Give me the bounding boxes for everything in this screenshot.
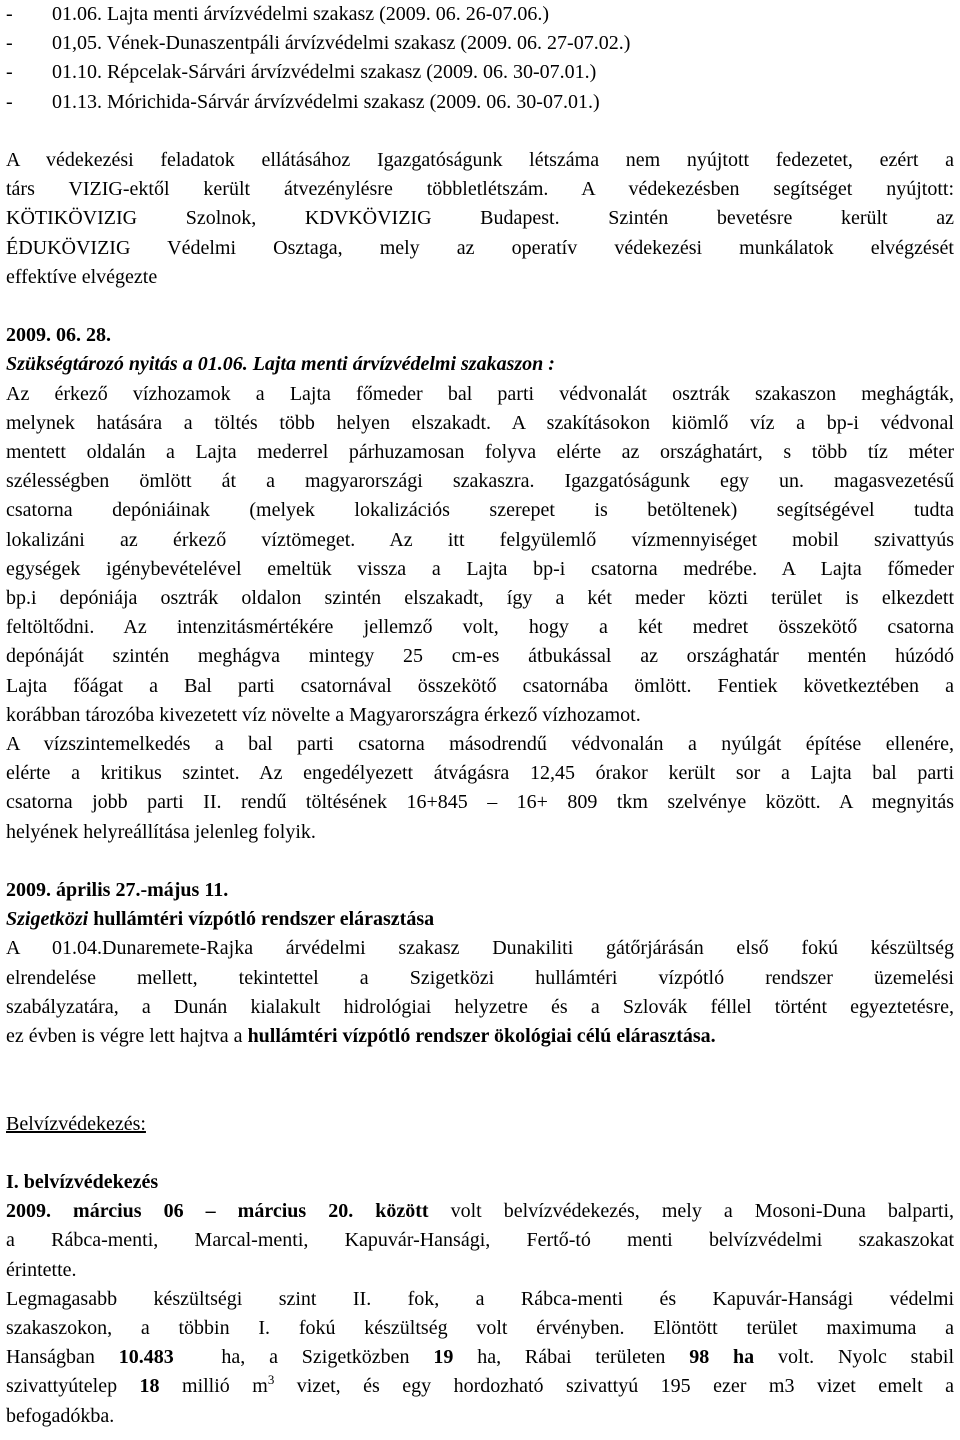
list-item: - 01,05. Vének-Dunaszentpáli árvízvédelmi szakasz (2009. 06. 27-07.02.) (6, 32, 631, 55)
list-item: - 01.13. Mórichida-Sárvár árvízvédelmi szakasz (2009. 06. 30-07.01.) (6, 90, 600, 113)
section-title: Szigetközi hullámtéri vízpótló rendszer elárasztása (6, 908, 435, 931)
paragraph-staffing: A védekezési feladatok ellátásához Igazgatóságunk létszáma nem nyújtott fedezetet, ezért a társ VIZIG-ektől került átvezénylésre többletlétszám. A védekezésben segítséget nyújtott: KÖTIKÖVIZIG Szolnok, KDVKÖVIZIG Budapest. Szintén bevetésre került az ÉDUKÖVIZIG Védelmi Osztaga, mely az operatív védekezési munkálatok elvégzését effektíve elvégezte (6, 148, 954, 288)
section-date: 2009. április 27.-május 11. (6, 878, 229, 901)
paragraph-lajta: Az érkező vízhozamok a Lajta főmeder bal parti védvonalát osztrák szakaszon meghágták, melynek hatására a töltés több helyen elszakadt. A szakításokon kiömlő víz a bp-i védvonal mentett oldalán a Lajta mederrel párhuzamosan folyva elérte az országhatárt, s több tíz méter szélességben ömlött át a magyarországi szakaszra. Igazgatóságunk egy un. magasvezetésű csatorna depóniáinak (melyek lokalizációs szerepet is betöltenek) segítségével tudta lokalizáni az érkező víztömeget. Az itt felgyülemlő vízmennyiséget mobil szivattyús egységek igénybevételével emeltük vissza a Lajta bp-i csatorna medrébe. A Lajta főmeder bp.i depóniája osztrák oldalon szintén elszakadt, így a két meder közti terület is elkezdett feltöltődni. Az intenzitásmértékére jellemző volt, hogy a két medret összekötő csatorna depónáját szintén meghágva mintegy 25 cm-es átbukással az országhatár mentén húzódó Lajta főágat a Bal parti csatornával összekötő csatornába ömlött. Fentiek következtében a korábban tározóba kivezetett víz növelte a Magyarországra érkező vízhozamot. (6, 382, 954, 726)
paragraph-szigetkoz: A 01.04.Dunaremete-Rajka árvédelmi szakasz Dunakiliti gátőrjárásán első fokú készültség elrendelése mellett, tekintettel a Szigetközi hullámtéri vízpótló rendszer üzemelési szabályzatára, a Dunán kialakult hidrológiai helyzetre és a Szlovák féllel történt egyeztetésre, ez évben is végre lett hajtva a hullámtéri vízpótló rendszer ökológiai célú elárasztása. (6, 937, 954, 1047)
paragraph-water-level: A vízszintemelkedés a bal parti csatorna másodrendű védvonalán a nyúlgát építése ellenére, elérte a kritikus szintet. Az engedélyezett átvágásra 12,45 órakor került sor a Lajta bal parti csatorna jobb parti II. rendű töltésének 16+845 – 16+ 809 tkm szelvénye között. A megnyitás helyének helyreállítása jelenleg folyik. (6, 732, 954, 843)
section-title: Szükségtározó nyitás a 01.06. Lajta menti árvízvédelmi szakaszon : (6, 353, 555, 376)
list-item: - 01.10. Répcelak-Sárvári árvízvédelmi szakasz (2009. 06. 30-07.01.) (6, 61, 597, 84)
section-title: I. belvízvédekezés (6, 1170, 159, 1193)
paragraph-inland-water: 2009. március 06 – március 20. között volt belvízvédekezés, mely a Mosoni-Duna balparti, a Rábca-menti, Marcal-menti, Kapuvár-Hansági, Fertő-tó menti belvízvédelmi szakaszokat érintette. (6, 1200, 954, 1281)
section-date: 2009. 06. 28. (6, 324, 111, 347)
flood-section-list (6, 0, 954, 117)
paragraph-readiness: Legmagasabb készültségi szint II. fok, a Rábca-menti és Kapuvár-Hansági védelmi szakaszokon, a többin I. fokú készültség volt érvényben. Elöntött terület maximuma a Hanságban 10.483 ha, a Szigetközben 19 ha, Rábai területen 98 ha volt. Nyolc stabil szivattyútelep 18 millió $m^3$ vizet, és egy hordozható szivattyú 195 ezer m3 vizet emelt a befogadókba. (6, 1287, 955, 1427)
section-heading: Belvízvédekezés: (6, 1112, 146, 1135)
list-item: - 01.06. Lajta menti árvízvédelmi szakasz (2009. 06. 26-07.06.) (6, 3, 550, 25)
